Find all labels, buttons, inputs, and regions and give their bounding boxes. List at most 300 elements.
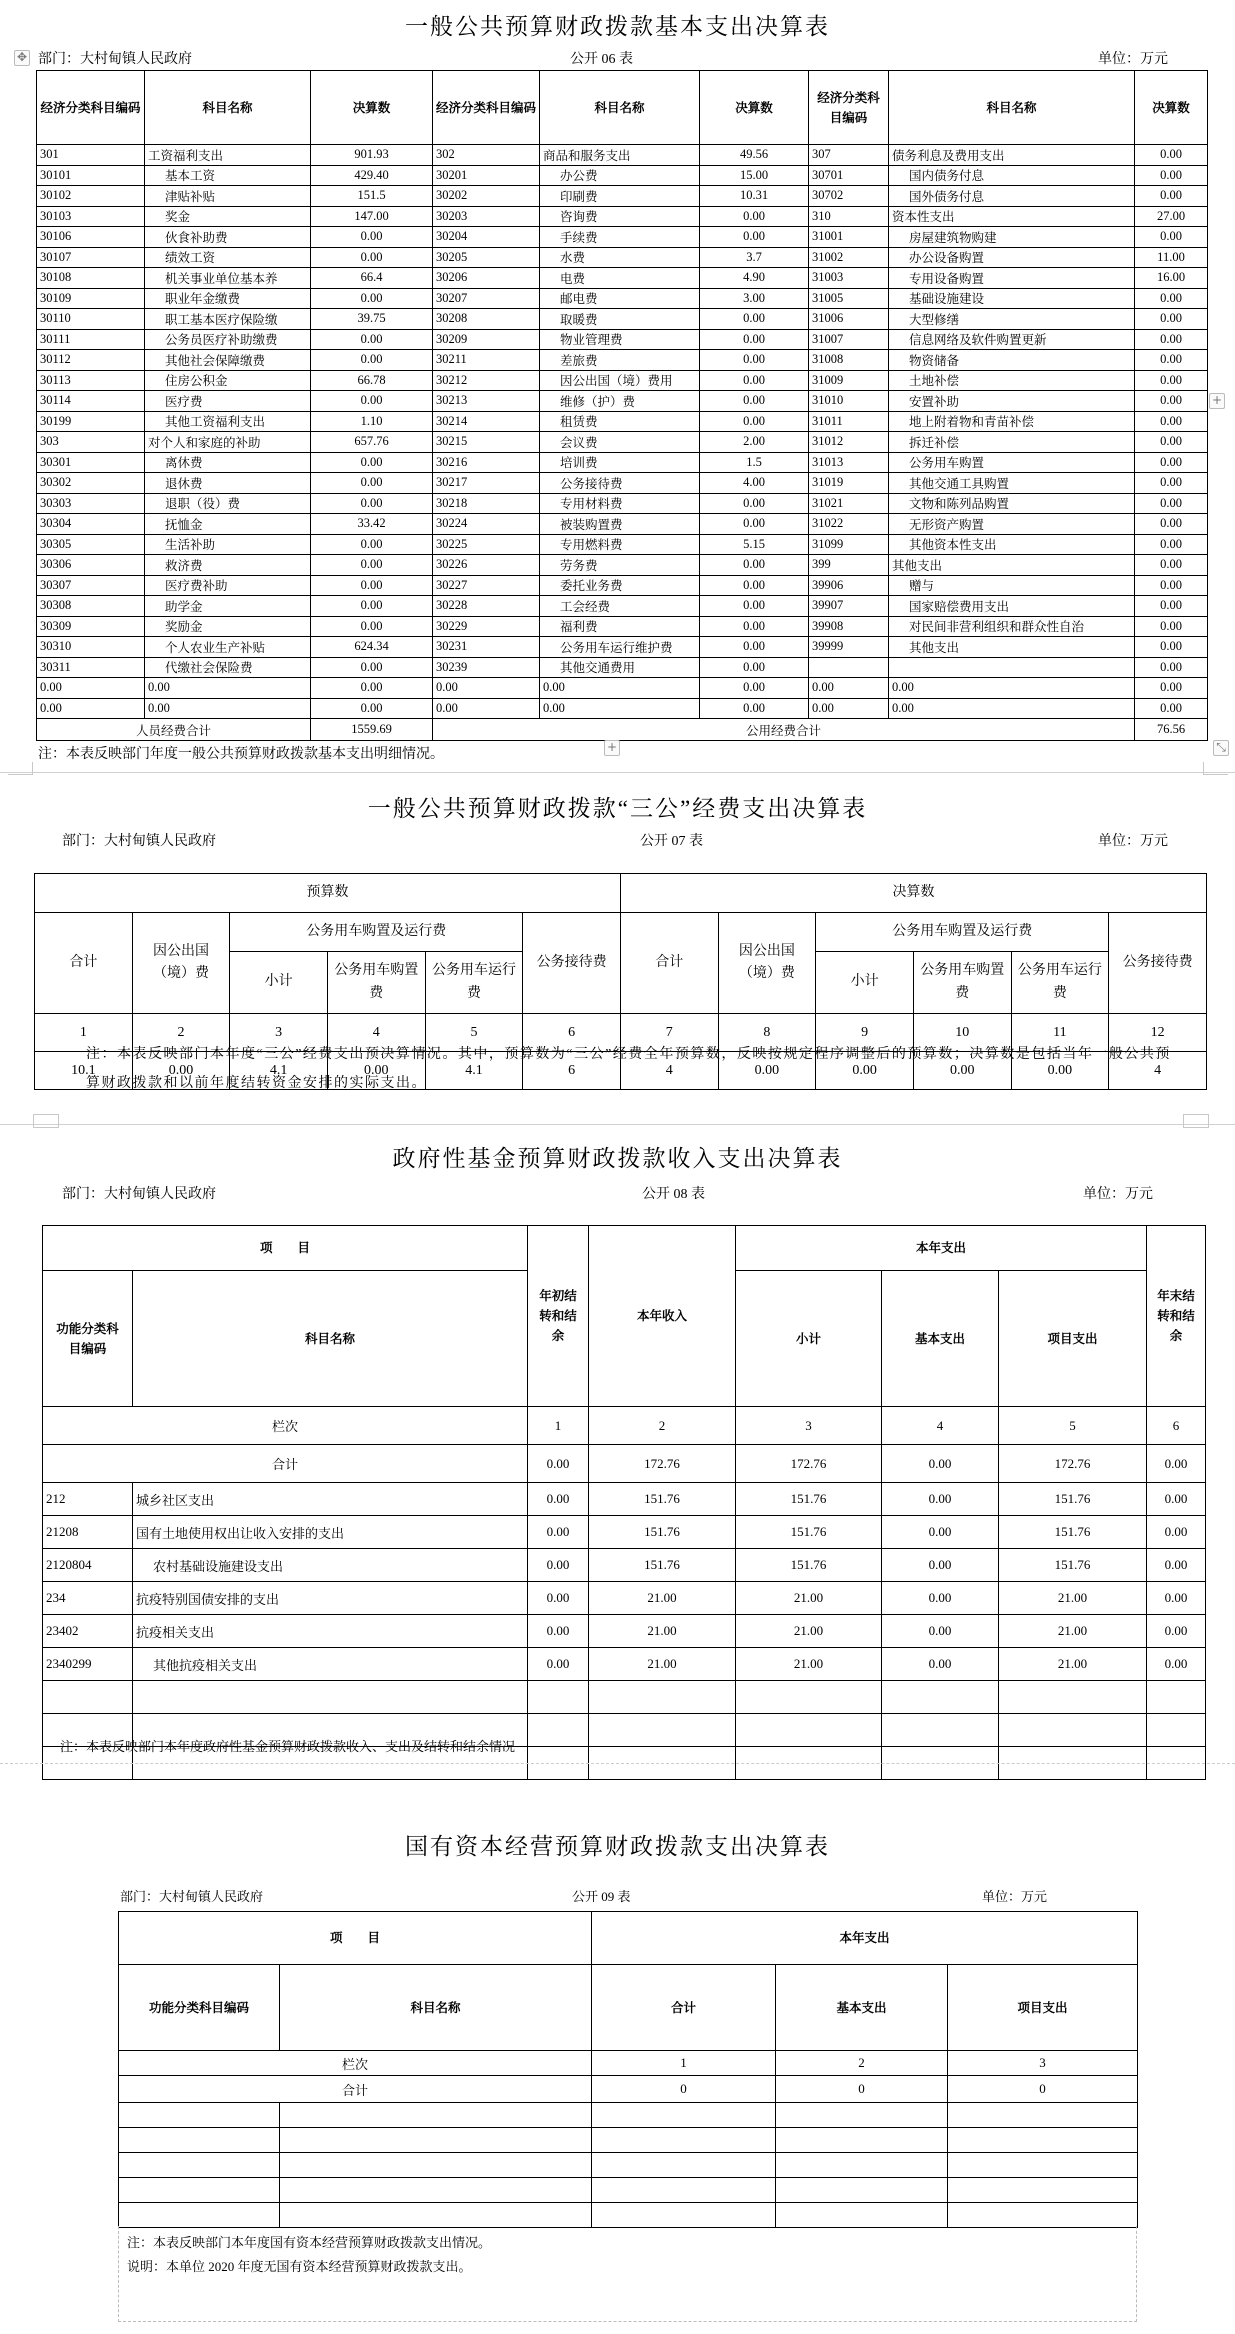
name-cell: 基本工资 — [145, 165, 311, 186]
amount-cell: 0.00 — [311, 493, 433, 514]
column-number: 4 — [327, 1014, 425, 1052]
amount-cell: 21.00 — [589, 1648, 736, 1681]
amount-cell: 4.90 — [700, 268, 809, 289]
amount-cell: 0.00 — [882, 1516, 999, 1549]
code-cell: 31011 — [809, 411, 889, 432]
amount-cell: 0.00 — [311, 657, 433, 678]
amount-cell: 21.00 — [736, 1648, 882, 1681]
public-total-label: 公用经费合计 — [433, 719, 1135, 741]
amount-cell: 39.75 — [311, 309, 433, 330]
empty-cell — [119, 2103, 280, 2128]
amount-cell — [589, 1714, 736, 1747]
name-cell: 水费 — [540, 247, 700, 268]
amount-cell: 4 — [620, 1052, 718, 1090]
amount-cell — [528, 1714, 589, 1747]
code-cell: 31019 — [809, 473, 889, 494]
amount-cell: 0.00 — [1147, 1648, 1206, 1681]
amount-cell: 0.00 — [1135, 698, 1208, 719]
name-cell: 地上附着物和青苗补偿 — [889, 411, 1135, 432]
amount-cell: 0.00 — [1147, 1615, 1206, 1648]
name-cell: 津贴补贴 — [145, 186, 311, 207]
code-cell: 21208 — [43, 1516, 133, 1549]
name-cell: 奖金 — [145, 206, 311, 227]
name-cell: 医疗费补助 — [145, 575, 311, 596]
name-cell: 助学金 — [145, 596, 311, 617]
empty-row — [119, 2128, 1138, 2153]
page-corner-mark — [1203, 762, 1228, 775]
empty-row — [119, 2153, 1138, 2178]
name-cell: 办公设备购置 — [889, 247, 1135, 268]
add-column-icon[interactable]: + — [1209, 393, 1225, 409]
name-cell: 物业管理费 — [540, 329, 700, 350]
amount-cell: 151.5 — [311, 186, 433, 207]
name-cell: 0.00 — [540, 698, 700, 719]
amount-cell: 0.00 — [311, 473, 433, 494]
code-cell: 30114 — [37, 391, 145, 412]
name-cell: 机关事业单位基本养 — [145, 268, 311, 289]
table1-title: 一般公共预算财政拨款基本支出决算表 — [405, 14, 830, 39]
empty-cell — [776, 2103, 948, 2128]
code-cell: 31021 — [809, 493, 889, 514]
amount-cell — [736, 1681, 882, 1714]
amount-cell: 0.00 — [1135, 370, 1208, 391]
reception-header: 公务接待费 — [1109, 913, 1207, 1014]
name-cell: 对个人和家庭的补助 — [145, 432, 311, 453]
amount-cell: 0.00 — [1147, 1549, 1206, 1582]
code-cell: 30226 — [433, 555, 540, 576]
amount-cell: 4.1 — [425, 1052, 523, 1090]
amount-cell: 0.00 — [700, 698, 809, 719]
name-cell: 劳务费 — [540, 555, 700, 576]
amount-cell: 151.76 — [999, 1516, 1147, 1549]
code-cell: 307 — [809, 145, 889, 166]
amount-cell: 0.00 — [311, 698, 433, 719]
amount-cell: 0.00 — [311, 288, 433, 309]
empty-row — [119, 2103, 1138, 2128]
amount-cell: 0.00 — [1135, 473, 1208, 494]
code-cell: 31010 — [809, 391, 889, 412]
code-cell: 30304 — [37, 514, 145, 535]
subtotal-header: 小计 — [736, 1271, 882, 1407]
amount-header: 决算数 — [311, 71, 433, 145]
amount-cell: 0.00 — [1135, 165, 1208, 186]
empty-cell — [280, 2128, 592, 2153]
name-cell: 医疗费 — [145, 391, 311, 412]
column-number: 8 — [718, 1014, 816, 1052]
amount-cell: 0.00 — [311, 575, 433, 596]
total-amount: 0 — [776, 2076, 948, 2103]
code-cell: 30311 — [37, 657, 145, 678]
code-cell: 30308 — [37, 596, 145, 617]
name-cell: 物资储备 — [889, 350, 1135, 371]
amount-cell: 10.31 — [700, 186, 809, 207]
page-separator — [0, 1763, 1235, 1764]
income-header: 本年收入 — [589, 1226, 736, 1407]
abroad-header: 因公出国（境）费 — [718, 913, 816, 1014]
name-cell: 其他抗疫相关支出 — [133, 1648, 528, 1681]
page-separator — [0, 1124, 1235, 1125]
amount-cell — [882, 1681, 999, 1714]
amount-cell: 0.00 — [700, 657, 809, 678]
name-cell: 职业年金缴费 — [145, 288, 311, 309]
code-cell: 30307 — [37, 575, 145, 596]
state-capital-table — [118, 1911, 1138, 2228]
personnel-total-value: 1559.69 — [311, 719, 433, 741]
code-cell: 30306 — [37, 555, 145, 576]
code-cell: 39999 — [809, 637, 889, 658]
name-cell: 公务用车购置 — [889, 452, 1135, 473]
code-cell: 30203 — [433, 206, 540, 227]
amount-cell: 624.34 — [311, 637, 433, 658]
name-cell: 手续费 — [540, 227, 700, 248]
code-cell: 31012 — [809, 432, 889, 453]
empty-cell — [776, 2203, 948, 2228]
name-cell: 奖励金 — [145, 616, 311, 637]
name-cell: 职工基本医疗保险缴 — [145, 309, 311, 330]
amount-cell — [1147, 1714, 1206, 1747]
amount-cell: 0.00 — [1135, 329, 1208, 350]
table-row — [37, 309, 1208, 330]
column-number: 3 — [948, 2051, 1138, 2076]
amount-cell: 5.15 — [700, 534, 809, 555]
name-cell: 公务用车运行维护费 — [540, 637, 700, 658]
code-cell: 30224 — [433, 514, 540, 535]
code-cell: 0.00 — [37, 678, 145, 699]
table-row — [37, 391, 1208, 412]
amount-cell: 151.76 — [736, 1516, 882, 1549]
amount-cell: 0.00 — [700, 329, 809, 350]
code-cell: 30217 — [433, 473, 540, 494]
code-cell: 31001 — [809, 227, 889, 248]
name-cell: 退休费 — [145, 473, 311, 494]
amount-cell: 0.00 — [1135, 227, 1208, 248]
amount-cell: 0.00 — [528, 1483, 589, 1516]
code-cell: 30199 — [37, 411, 145, 432]
amount-cell: 0.00 — [1135, 514, 1208, 535]
amount-cell: 21.00 — [736, 1615, 882, 1648]
amount-cell: 0.00 — [882, 1549, 999, 1582]
code-header: 功能分类科目编码 — [43, 1271, 133, 1407]
code-cell: 30227 — [433, 575, 540, 596]
amount-cell: 0.00 — [1135, 616, 1208, 637]
table-row — [37, 514, 1208, 535]
name-cell: 取暖费 — [540, 309, 700, 330]
code-cell: 310 — [809, 206, 889, 227]
name-cell: 0.00 — [145, 678, 311, 699]
name-cell: 差旅费 — [540, 350, 700, 371]
name-cell: 其他社会保障缴费 — [145, 350, 311, 371]
name-cell: 商品和服务支出 — [540, 145, 700, 166]
empty-cell — [948, 2153, 1138, 2178]
empty-cell — [592, 2203, 776, 2228]
name-cell: 公务接待费 — [540, 473, 700, 494]
empty-cell — [948, 2128, 1138, 2153]
name-cell: 0.00 — [540, 678, 700, 699]
amount-cell: 0.00 — [1135, 575, 1208, 596]
table-row — [37, 329, 1208, 350]
item-header: 项 目 — [43, 1226, 528, 1271]
code-cell: 23402 — [43, 1615, 133, 1648]
amount-cell: 0.00 — [700, 370, 809, 391]
page-corner-mark — [33, 1114, 59, 1128]
table4-note: 注：本表反映部门本年度国有资本经营预算财政拨款支出情况。 — [127, 2235, 492, 2250]
table2-note: 注：本表反映部门本年度“三公”经费支出预决算情况。其中，预算数为“三公”经费全年预算数，反映按规定程序调整后的预算数；决算数是包括当年一般公共预算财政拨款和以前年度结转资金安排的实际支出。 — [86, 1047, 1171, 1091]
name-cell: 工资福利支出 — [145, 145, 311, 166]
name-cell: 国内债务付息 — [889, 165, 1135, 186]
government-fund-table — [42, 1225, 1206, 1780]
name-cell: 救济费 — [145, 555, 311, 576]
table-row — [43, 1615, 1206, 1648]
amount-cell: 33.42 — [311, 514, 433, 535]
amount-cell — [999, 1714, 1147, 1747]
code-cell: 30212 — [433, 370, 540, 391]
name-cell: 拆迁补偿 — [889, 432, 1135, 453]
amount-cell: 0.00 — [1147, 1582, 1206, 1615]
amount-cell: 49.56 — [700, 145, 809, 166]
name-cell: 福利费 — [540, 616, 700, 637]
column-number: 4 — [882, 1407, 999, 1445]
name-cell: 伙食补助费 — [145, 227, 311, 248]
empty-cell — [776, 2128, 948, 2153]
column-index-label: 栏次 — [43, 1407, 528, 1445]
code-cell: 30107 — [37, 247, 145, 268]
name-cell: 其他支出 — [889, 637, 1135, 658]
table-row — [37, 596, 1208, 617]
public-total-value: 76.56 — [1135, 719, 1208, 741]
table-row — [37, 186, 1208, 207]
amount-cell — [999, 1681, 1147, 1714]
name-header: 科目名称 — [280, 1965, 592, 2051]
amount-cell: 0.00 — [1135, 145, 1208, 166]
empty-cell — [776, 2153, 948, 2178]
personnel-total-label: 人员经费合计 — [37, 719, 311, 741]
code-cell: 30229 — [433, 616, 540, 637]
table-row — [37, 493, 1208, 514]
name-cell: 其他工资福利支出 — [145, 411, 311, 432]
column-number: 1 — [592, 2051, 776, 2076]
column-number: 10 — [913, 1014, 1011, 1052]
empty-cell — [592, 2128, 776, 2153]
name-cell: 办公费 — [540, 165, 700, 186]
code-cell: 30112 — [37, 350, 145, 371]
name-cell: 资本性支出 — [889, 206, 1135, 227]
amount-cell: 657.76 — [311, 432, 433, 453]
table4-title: 国有资本经营预算财政拨款支出决算表 — [405, 1834, 830, 1859]
amount-cell: 151.76 — [589, 1549, 736, 1582]
empty-cell — [948, 2203, 1138, 2228]
name-cell: 电费 — [540, 268, 700, 289]
table-row — [37, 288, 1208, 309]
amount-cell: 0.00 — [700, 555, 809, 576]
code-cell: 212 — [43, 1483, 133, 1516]
amount-cell: 0.00 — [700, 596, 809, 617]
code-cell: 2120804 — [43, 1549, 133, 1582]
amount-cell: 0.00 — [700, 411, 809, 432]
amount-cell: 0.00 — [882, 1483, 999, 1516]
begin-balance-header: 年初结转和结余 — [528, 1226, 589, 1407]
code-cell: 31003 — [809, 268, 889, 289]
amount-cell: 0.00 — [528, 1648, 589, 1681]
amount-cell: 0.00 — [700, 637, 809, 658]
amount-cell: 0.00 — [700, 514, 809, 535]
amount-cell: 21.00 — [999, 1582, 1147, 1615]
amount-cell: 0.00 — [1135, 637, 1208, 658]
car-operation-header: 公务用车运行费 — [425, 952, 523, 1014]
amount-cell: 15.00 — [700, 165, 809, 186]
name-cell: 因公出国（境）费用 — [540, 370, 700, 391]
table-row — [43, 1483, 1206, 1516]
name-cell: 被装购置费 — [540, 514, 700, 535]
empty-cell — [776, 2178, 948, 2203]
amount-cell — [528, 1681, 589, 1714]
table1-unit: 单位：万元 — [1098, 52, 1168, 67]
table-row — [37, 555, 1208, 576]
amount-cell: 0.00 — [1135, 432, 1208, 453]
amount-cell: 3.7 — [700, 247, 809, 268]
name-cell: 无形资产购置 — [889, 514, 1135, 535]
empty-cell — [592, 2103, 776, 2128]
total-amount: 0.00 — [882, 1445, 999, 1483]
table-move-handle-icon[interactable]: ✥ — [14, 50, 30, 66]
name-cell: 抚恤金 — [145, 514, 311, 535]
amount-cell: 0.00 — [700, 206, 809, 227]
code-cell: 30102 — [37, 186, 145, 207]
name-cell: 安置补助 — [889, 391, 1135, 412]
table3-unit: 单位：万元 — [1083, 1187, 1153, 1202]
total-label: 合计 — [119, 2076, 592, 2103]
code-cell: 30207 — [433, 288, 540, 309]
name-cell: 基础设施建设 — [889, 288, 1135, 309]
total-amount: 0.00 — [528, 1445, 589, 1483]
code-cell: 39906 — [809, 575, 889, 596]
column-number: 1 — [35, 1014, 133, 1052]
amount-cell: 151.76 — [736, 1483, 882, 1516]
amount-cell: 0.00 — [700, 616, 809, 637]
amount-cell: 0.00 — [700, 309, 809, 330]
name-cell: 对民间非营利组织和群众性自治 — [889, 616, 1135, 637]
table-row — [37, 452, 1208, 473]
basic-expenditure-table — [36, 70, 1208, 741]
amount-cell: 151.76 — [589, 1516, 736, 1549]
code-cell: 30702 — [809, 186, 889, 207]
name-cell: 债务利息及费用支出 — [889, 145, 1135, 166]
table-row — [37, 370, 1208, 391]
name-cell: 专用设备购置 — [889, 268, 1135, 289]
code-cell: 30206 — [433, 268, 540, 289]
code-cell: 399 — [809, 555, 889, 576]
amount-cell: 0.00 — [816, 1052, 914, 1090]
name-cell: 培训费 — [540, 452, 700, 473]
name-cell: 委托业务费 — [540, 575, 700, 596]
page-corner-mark — [1183, 1114, 1209, 1128]
name-header: 科目名称 — [540, 71, 700, 145]
amount-cell: 151.76 — [999, 1549, 1147, 1582]
code-cell: 30109 — [37, 288, 145, 309]
name-cell: 其他资本性支出 — [889, 534, 1135, 555]
name-cell: 大型修缮 — [889, 309, 1135, 330]
code-cell: 30208 — [433, 309, 540, 330]
car-subtotal-header: 小计 — [816, 952, 914, 1014]
name-cell: 公务员医疗补助缴费 — [145, 329, 311, 350]
table-row — [37, 616, 1208, 637]
amount-cell: 0.00 — [311, 534, 433, 555]
amount-cell: 2.00 — [700, 432, 809, 453]
table-row — [37, 473, 1208, 494]
name-cell: 农村基础设施建设支出 — [133, 1549, 528, 1582]
code-cell: 302 — [433, 145, 540, 166]
total-header: 合计 — [592, 1965, 776, 2051]
car-purchase-header: 公务用车购置费 — [327, 952, 425, 1014]
column-number: 12 — [1109, 1014, 1207, 1052]
amount-cell — [736, 1714, 882, 1747]
code-cell: 30302 — [37, 473, 145, 494]
amount-cell: 0.00 — [1147, 1483, 1206, 1516]
table4-note-box — [118, 2226, 1137, 2322]
name-cell: 国有土地使用权出让收入安排的支出 — [133, 1516, 528, 1549]
table-resize-icon[interactable]: ⤡ — [1213, 740, 1229, 756]
amount-cell: 151.76 — [589, 1483, 736, 1516]
name-cell: 咨询费 — [540, 206, 700, 227]
amount-cell: 0.00 — [528, 1582, 589, 1615]
empty-cell — [280, 2203, 592, 2228]
amount-cell: 66.78 — [311, 370, 433, 391]
code-cell: 31006 — [809, 309, 889, 330]
name-cell: 个人农业生产补贴 — [145, 637, 311, 658]
name-cell: 印刷费 — [540, 186, 700, 207]
code-cell: 30101 — [37, 165, 145, 186]
code-cell: 30201 — [433, 165, 540, 186]
empty-cell — [119, 2153, 280, 2178]
amount-cell: 429.40 — [311, 165, 433, 186]
add-row-icon[interactable]: + — [604, 740, 620, 756]
table2-title: 一般公共预算财政拨款“三公”经费支出决算表 — [367, 796, 868, 821]
code-cell: 30106 — [37, 227, 145, 248]
table4-dept: 部门：大村甸镇人民政府 — [120, 1889, 264, 1904]
name-cell: 其他支出 — [889, 555, 1135, 576]
amount-cell: 0.00 — [311, 329, 433, 350]
code-cell: 30305 — [37, 534, 145, 555]
table4-form-no: 公开 09 表 — [572, 1889, 631, 1904]
empty-cell — [280, 2178, 592, 2203]
column-number: 5 — [999, 1407, 1147, 1445]
column-number: 2 — [132, 1014, 230, 1052]
code-cell: 2340299 — [43, 1648, 133, 1681]
table-row — [37, 145, 1208, 166]
empty-cell — [119, 2203, 280, 2228]
amount-cell: 0.00 — [311, 616, 433, 637]
amount-cell: 0.00 — [913, 1052, 1011, 1090]
column-number: 3 — [736, 1407, 882, 1445]
name-header: 科目名称 — [889, 71, 1135, 145]
table3-note: 注：本表反映部门本年度政府性基金预算财政拨款收入、支出及结转和结余情况 — [60, 1739, 516, 1754]
amount-cell: 147.00 — [311, 206, 433, 227]
end-balance-header: 年末结转和结余 — [1147, 1226, 1206, 1407]
name-header: 科目名称 — [145, 71, 311, 145]
amount-cell: 27.00 — [1135, 206, 1208, 227]
code-header: 经济分类科目编码 — [809, 71, 889, 145]
empty-cell — [592, 2153, 776, 2178]
amount-cell: 4.00 — [700, 473, 809, 494]
amount-cell: 0.00 — [882, 1582, 999, 1615]
total-header: 合计 — [620, 913, 718, 1014]
amount-cell: 0.00 — [1135, 411, 1208, 432]
code-cell: 0.00 — [809, 698, 889, 719]
empty-cell — [119, 2128, 280, 2153]
amount-cell: 0.00 — [311, 247, 433, 268]
amount-cell: 0.00 — [132, 1052, 230, 1090]
table-row — [43, 1549, 1206, 1582]
amount-cell: 151.76 — [736, 1549, 882, 1582]
